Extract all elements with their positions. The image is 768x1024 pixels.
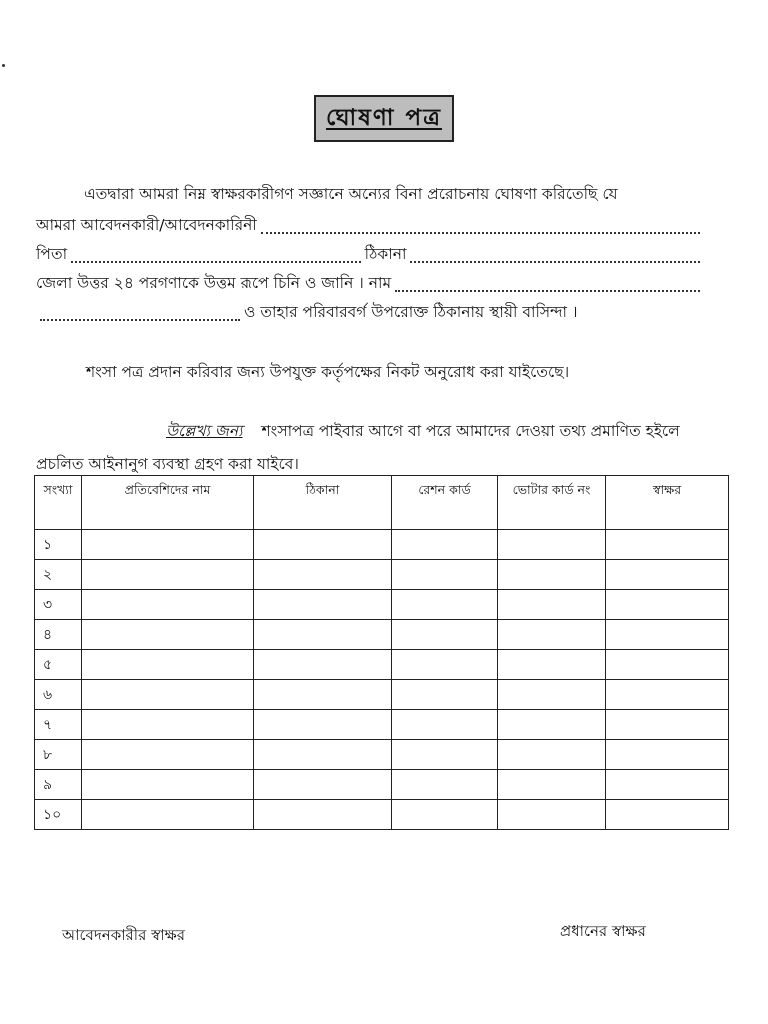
ration-card-cell[interactable] bbox=[392, 740, 498, 770]
address-cell[interactable] bbox=[254, 680, 392, 710]
neighbour-name-cell[interactable] bbox=[82, 590, 254, 620]
table-row bbox=[35, 560, 729, 590]
serial-cell: ১ bbox=[35, 530, 82, 560]
address-cell[interactable] bbox=[254, 650, 392, 680]
head-signature-label: প্রধানের স্বাক্ষর bbox=[560, 922, 646, 940]
voter-card-cell[interactable] bbox=[498, 770, 606, 800]
ration-card-cell[interactable] bbox=[392, 680, 498, 710]
note-text-1: শংসাপত্র পাইবার আগে বা পরে আমাদের দেওয়া তথ্য প্রমাণিত হইলে bbox=[261, 422, 680, 440]
table-row bbox=[35, 590, 729, 620]
resident-line bbox=[36, 300, 636, 326]
signature-cell[interactable] bbox=[606, 710, 729, 740]
name-blank[interactable] bbox=[395, 271, 700, 292]
title-block bbox=[0, 95, 768, 142]
table-header-row bbox=[35, 476, 729, 530]
voter-card-cell[interactable] bbox=[498, 650, 606, 680]
serial-cell: ৪ bbox=[35, 620, 82, 650]
note-label: উল্লেখ্য জন্য bbox=[166, 422, 243, 440]
header-ration-card: রেশন কার্ড bbox=[392, 476, 498, 530]
address-blank[interactable] bbox=[410, 242, 700, 263]
neighbour-name-cell[interactable] bbox=[82, 710, 254, 740]
table-row bbox=[35, 800, 729, 830]
neighbour-name-cell[interactable] bbox=[82, 650, 254, 680]
table-row bbox=[35, 770, 729, 800]
voter-card-cell[interactable] bbox=[498, 590, 606, 620]
voter-card-cell[interactable] bbox=[498, 710, 606, 740]
district-text: জেলা উত্তর ২৪ পরগণাকে উত্তম রূপে চিনি ও জানি । নাম bbox=[36, 274, 392, 292]
signature-cell[interactable] bbox=[606, 590, 729, 620]
address-cell[interactable] bbox=[254, 800, 392, 830]
neighbours-table bbox=[34, 475, 729, 830]
address-cell[interactable] bbox=[254, 560, 392, 590]
signature-cell[interactable] bbox=[606, 650, 729, 680]
voter-card-cell[interactable] bbox=[498, 530, 606, 560]
serial-cell: ২ bbox=[35, 560, 82, 590]
serial-cell: ৬ bbox=[35, 680, 82, 710]
intro-line: এতদ্বারা আমরা নিম্ন স্বাক্ষরকারীগণ সজ্ঞানে অন্যের বিনা প্ররোচনায় ঘোষণা করিতেছি যে bbox=[84, 185, 618, 203]
applicant-signature-label: আবেদনকারীর স্বাক্ষর bbox=[62, 926, 185, 944]
header-neighbour-name: প্রতিবেশিদের নাম bbox=[82, 476, 254, 530]
address-cell[interactable] bbox=[254, 710, 392, 740]
serial-cell: ৯ bbox=[35, 770, 82, 800]
serial-cell: ৫ bbox=[35, 650, 82, 680]
applicant-line bbox=[36, 213, 704, 239]
ration-card-cell[interactable] bbox=[392, 620, 498, 650]
address-cell[interactable] bbox=[254, 620, 392, 650]
ration-card-cell[interactable] bbox=[392, 800, 498, 830]
voter-card-cell[interactable] bbox=[498, 740, 606, 770]
father-address-line bbox=[36, 242, 704, 268]
ration-card-cell[interactable] bbox=[392, 710, 498, 740]
voter-card-cell[interactable] bbox=[498, 800, 606, 830]
father-name-blank[interactable] bbox=[71, 242, 361, 263]
neighbour-name-cell[interactable] bbox=[82, 800, 254, 830]
neighbour-name-cell[interactable] bbox=[82, 560, 254, 590]
header-signature: স্বাক্ষর bbox=[606, 476, 729, 530]
ration-card-cell[interactable] bbox=[392, 560, 498, 590]
page-title: ঘোষণা পত্র bbox=[314, 95, 454, 142]
table-row bbox=[35, 620, 729, 650]
voter-card-cell[interactable] bbox=[498, 680, 606, 710]
table-row bbox=[35, 740, 729, 770]
neighbour-name-cell[interactable] bbox=[82, 770, 254, 800]
serial-cell: ৩ bbox=[35, 590, 82, 620]
neighbour-name-cell[interactable] bbox=[82, 680, 254, 710]
signature-cell[interactable] bbox=[606, 620, 729, 650]
ration-card-cell[interactable] bbox=[392, 530, 498, 560]
neighbour-name-cell[interactable] bbox=[82, 530, 254, 560]
table-row bbox=[35, 530, 729, 560]
header-serial: সংখ্যা bbox=[35, 476, 82, 530]
address-cell[interactable] bbox=[254, 770, 392, 800]
applicant-label: আমরা আবেদনকারী/আবেদনকারিনী bbox=[36, 216, 257, 234]
note-line-1 bbox=[166, 419, 680, 445]
address-cell[interactable] bbox=[254, 740, 392, 770]
voter-card-cell[interactable] bbox=[498, 560, 606, 590]
serial-cell: ১০ bbox=[35, 800, 82, 830]
neighbour-name-cell[interactable] bbox=[82, 740, 254, 770]
note-line-2: প্রচলিত আইনানুগ ব্যবস্থা গ্রহণ করা যাইবে। bbox=[36, 455, 299, 473]
neighbour-name-cell[interactable] bbox=[82, 620, 254, 650]
signature-cell[interactable] bbox=[606, 740, 729, 770]
table-row bbox=[35, 710, 729, 740]
header-address: ঠিকানা bbox=[254, 476, 392, 530]
father-label: পিতা bbox=[36, 245, 68, 263]
request-line: শংসা পত্র প্রদান করিবার জন্য উপযুক্ত কর্তৃপক্ষের নিকট অনুরোধ করা যাইতেছে। bbox=[86, 363, 570, 381]
header-voter-card: ভোটার কার্ড নং bbox=[498, 476, 606, 530]
serial-cell: ৮ bbox=[35, 740, 82, 770]
resident-text: ও তাহার পরিবারবর্গ উপরোক্ত ঠিকানায় স্থায়ী বাসিন্দা । bbox=[244, 303, 578, 321]
scan-speck bbox=[2, 64, 5, 67]
district-line bbox=[36, 271, 704, 297]
applicant-name-blank[interactable] bbox=[261, 213, 700, 234]
table-row bbox=[35, 680, 729, 710]
signature-cell[interactable] bbox=[606, 680, 729, 710]
signature-cell[interactable] bbox=[606, 530, 729, 560]
table-row bbox=[35, 650, 729, 680]
address-label: ঠিকানা bbox=[364, 245, 407, 263]
ration-card-cell[interactable] bbox=[392, 590, 498, 620]
ration-card-cell[interactable] bbox=[392, 770, 498, 800]
serial-cell: ৭ bbox=[35, 710, 82, 740]
voter-card-cell[interactable] bbox=[498, 620, 606, 650]
signature-cell[interactable] bbox=[606, 770, 729, 800]
signature-cell[interactable] bbox=[606, 560, 729, 590]
resident-name-blank[interactable] bbox=[40, 300, 240, 321]
ration-card-cell[interactable] bbox=[392, 650, 498, 680]
address-cell[interactable] bbox=[254, 590, 392, 620]
signature-cell[interactable] bbox=[606, 800, 729, 830]
address-cell[interactable] bbox=[254, 530, 392, 560]
